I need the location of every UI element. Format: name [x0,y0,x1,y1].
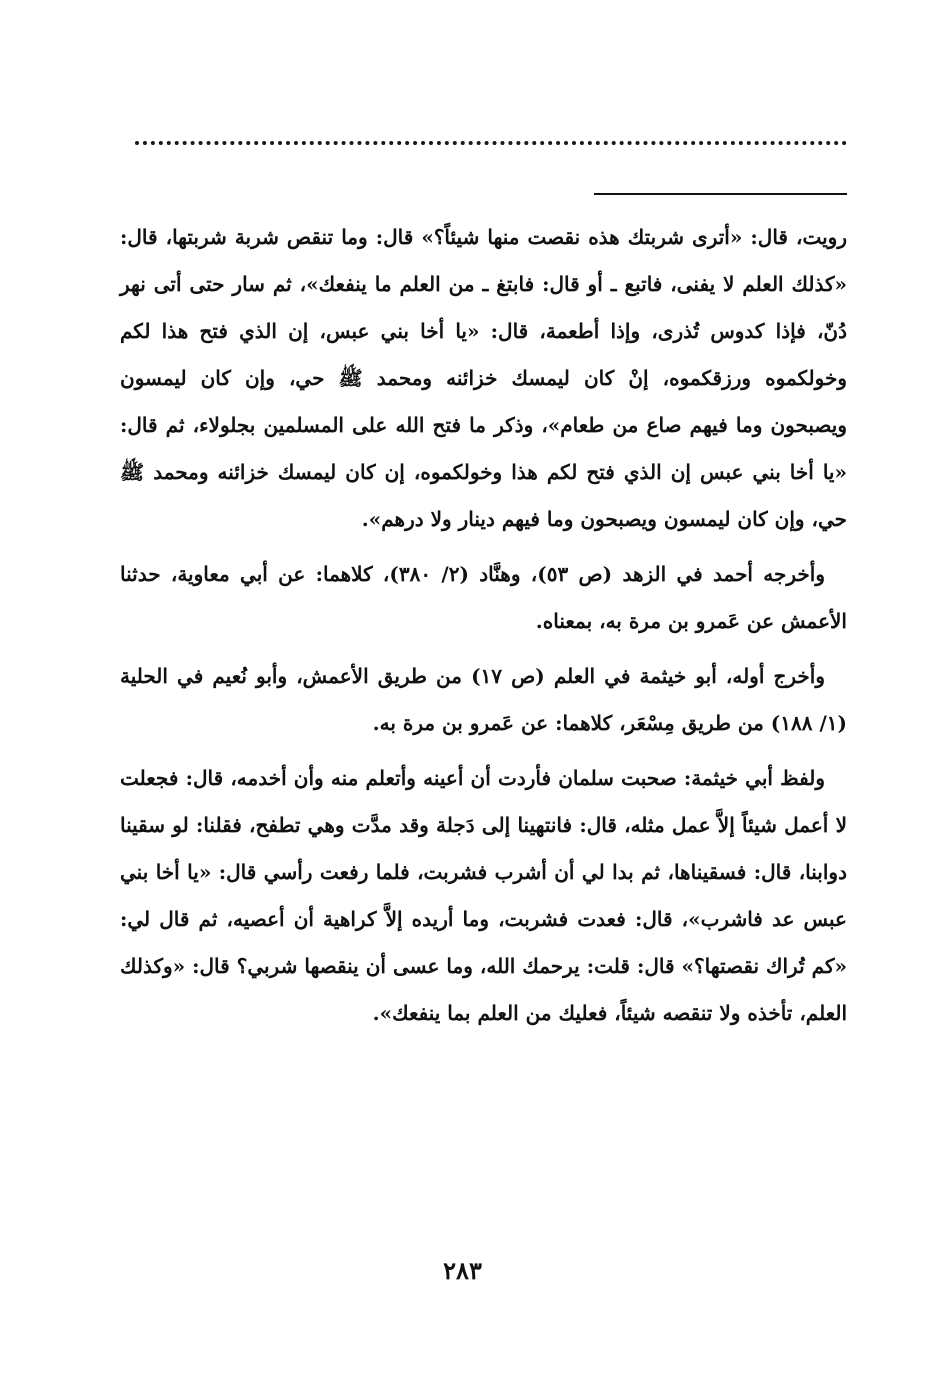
footnote-rule [594,193,847,195]
dotted-separator [135,141,847,145]
footnote-paragraph-2: وأخرجه أحمد في الزهد (ص ٥٣)، وهنَّاد (٢/ ٣٨٠)، كلاهما: عن أبي معاوية، حدثنا الأعمش عن عَمرو بن مرة به، بمعناه. [120,562,847,633]
footnote-paragraph-3: وأخرج أوله، أبو خيثمة في العلم (ص ١٧) من طريق الأعمش، وأبو نُعيم في الحلية (١/ ١٨٨) من طريق مِسْعَر، كلاهما: عن عَمرو بن مرة به. [120,664,847,735]
page-number: ٢٨٣ [443,1256,482,1285]
footnote-paragraph-4: ولفظ أبي خيثمة: صحبت سلمان فأردت أن أعينه وأتعلم منه وأن أخدمه، قال: فجعلت لا أعمل شيئاً إلاَّ عمل مثله، قال: فانتهينا إلى دَجلة وقد مدَّت وهي تطفح، فقلنا: لو سقينا دوابنا، قال: فسقيناها، ثم بدا لي أن أشرب فشربت، فلما رفعت رأسي قال: «يا أخا بني عبس عد فاشرب»، قال: فعدت فشربت، وما أريده إلاَّ كراهية أن أعصيه، ثم قال لي: «كم تُراك نقصتها؟» قال: قلت: يرحمك الله، وما عسى أن ينقصها شربي؟ قال: «وكذلك العلم، تأخذه ولا تنقصه شيئاً، فعليك من العلم بما ينفعك». [120,766,847,1025]
footnote-text [120,214,847,1045]
footnote-paragraph-1: رويت، قال: «أترى شربتك هذه نقصت منها شيئاً؟» قال: وما تنقص شربة شربتها، قال: «كذلك العلم لا يفنى، فاتبع ـ أو قال: فابتغ ـ من العلم ما ينفعك»، ثم سار حتى أتى نهر دُنّ، فإذا كدوس تُذرى، وإذا أطعمة، قال: «يا أخا بني عبس، إن الذي فتح هذا لكم وخولكموه ورزقكموه، إنْ كان ليمسك خزائنه ومحمد ﷺ حي، وإن كان ليمسون ويصبحون وما فيهم صاع من طعام»، وذكر ما فتح الله على المسلمين بجلولاء، ثم قال: «يا أخا بني عبس إن الذي فتح لكم هذا وخولكموه، إن كان ليمسك خزائنه ومحمد ﷺ حي، وإن كان ليمسون ويصبحون وما فيهم دينار ولا درهم». [120,225,847,531]
